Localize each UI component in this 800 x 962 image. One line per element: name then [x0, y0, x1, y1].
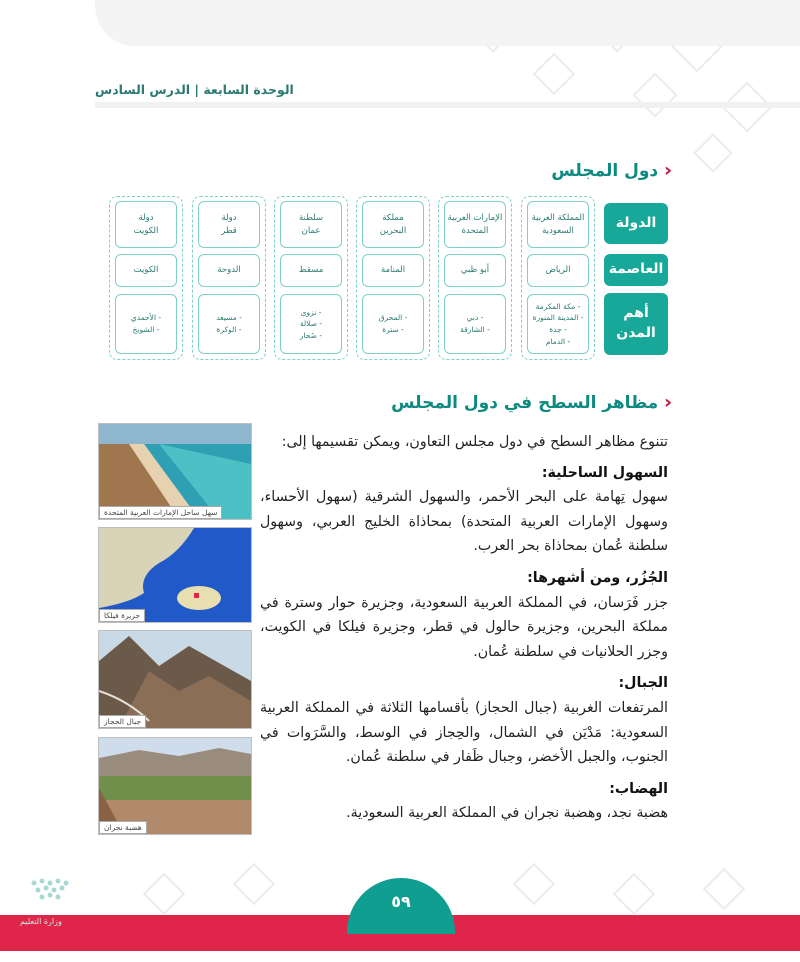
double-chevron-icon: ‹‹: [664, 392, 665, 413]
coastal-plains-body: سهول تِهامة على البحر الأحمر، والسهول الشرقية (سهول الأحساء، وسهول الإمارات العربية المتحدة) بمحاذاة الخليج العربي، وسهول سلطنة عُمان بمحاذاة بحر العرب.: [260, 489, 668, 555]
photo-caption: هضبة نجران: [99, 821, 147, 834]
table-cell-cities: - مسيعد - الوكرة: [198, 294, 260, 354]
row-header-cities: أهم المدن: [604, 293, 668, 355]
plateaus-body: هضبة نجد، وهضبة نجران في المملكة العربية السعودية.: [346, 805, 668, 822]
ministry-logo-icon: [14, 875, 84, 915]
table-cell-capital: مسقط: [280, 254, 342, 287]
left-margin: [0, 0, 95, 962]
mountains-illustration: [99, 631, 251, 728]
table-cell-capital: أبو ظبي: [444, 254, 506, 287]
table-cell-country: المملكة العربية السعودية: [527, 201, 589, 248]
table-cell-capital: الرياض: [527, 254, 589, 287]
photo-caption: جبال الحجاز: [99, 715, 146, 728]
table-cell-cities: - نزوى - صلالة - صُحار: [280, 294, 342, 354]
intro-paragraph: تتنوع مظاهر السطح في دول مجلس التعاون، ويمكن تقسيمها إلى:: [281, 434, 668, 450]
coast-illustration: [99, 424, 251, 519]
ministry-logo-text: وزارة التعليم: [20, 917, 62, 926]
table-cell-country: مملكة البحرين: [362, 201, 424, 248]
table-cell-country: دولة الكويت: [115, 201, 177, 248]
photo-najran-plateau: [98, 737, 252, 835]
table-cell-country: دولة قطر: [198, 201, 260, 248]
page-number: ٥٩: [347, 878, 455, 934]
photo-uae-coast: [98, 423, 252, 520]
row-header-capital: العاصمة: [604, 254, 668, 286]
table-cell-cities: - الأحمدي - الشويخ: [115, 294, 177, 354]
mountains-heading: الجبال:: [618, 675, 668, 692]
table-cell-cities: - دبي - الشارقة: [444, 294, 506, 354]
photo-hijaz-mountains: [98, 630, 252, 729]
islands-heading: الجُزُر، ومن أشهرها:: [527, 569, 668, 586]
map-illustration: [99, 528, 251, 622]
unit-lesson-title: الوحدة السابعة | الدرس السادس: [95, 82, 294, 97]
coastal-plains-heading: السهول الساحلية:: [541, 464, 668, 481]
mountains-body: المرتفعات الغربية (جبال الحجاز) بأقسامها الثلاثة في المملكة العربية السعودية: مَدْيَن في الشمال، والحِجاز في الوسط، والسَّرَوات في الجنوب، والجبل الأخضر، وجبال ظَفار في سلطنة عُمان.: [260, 699, 668, 766]
row-header-country: الدولة: [604, 203, 668, 244]
table-cell-cities: - المحرق - سترة: [362, 294, 424, 354]
table-cell-capital: الدوحة: [198, 254, 260, 287]
table-cell-cities: - مكة المكرمة - المدينة المنورة - جدة - الدمام: [527, 294, 589, 354]
table-cell-country: سلطنة عمان: [280, 201, 342, 248]
photo-caption: سهل ساحل الإمارات العربية المتحدة: [99, 506, 222, 519]
section-title-surface-features: [391, 392, 665, 413]
surface-features-text: [260, 430, 668, 826]
plateau-illustration: [99, 738, 251, 834]
table-cell-country: الإمارات العربية المتحدة: [444, 201, 506, 248]
section-title-text: دول المجلس: [551, 160, 659, 181]
photo-caption: جزيرة فيلكا: [99, 609, 145, 622]
table-cell-capital: المنامة: [362, 254, 424, 287]
islands-body: جزر فَرَسان، في المملكة العربية السعودية، وجزيرة حوار وسترة في مملكة البحرين، وجزيرة حالول في قطر، وجزيرة فيلكا في الكويت، وجزر الحلانيات في سلطنة عُمان.: [260, 594, 668, 660]
table-cell-capital: الكويت: [115, 254, 177, 287]
top-decor-bar: [95, 0, 800, 46]
section-title-text: مظاهر السطح في دول المجلس: [391, 392, 659, 413]
section-title-gcc-countries: [551, 160, 665, 181]
plateaus-heading: الهضاب:: [609, 780, 668, 797]
double-chevron-icon: ‹‹: [664, 160, 665, 181]
photo-failaka-island: [98, 527, 252, 623]
header-divider: [95, 102, 800, 108]
